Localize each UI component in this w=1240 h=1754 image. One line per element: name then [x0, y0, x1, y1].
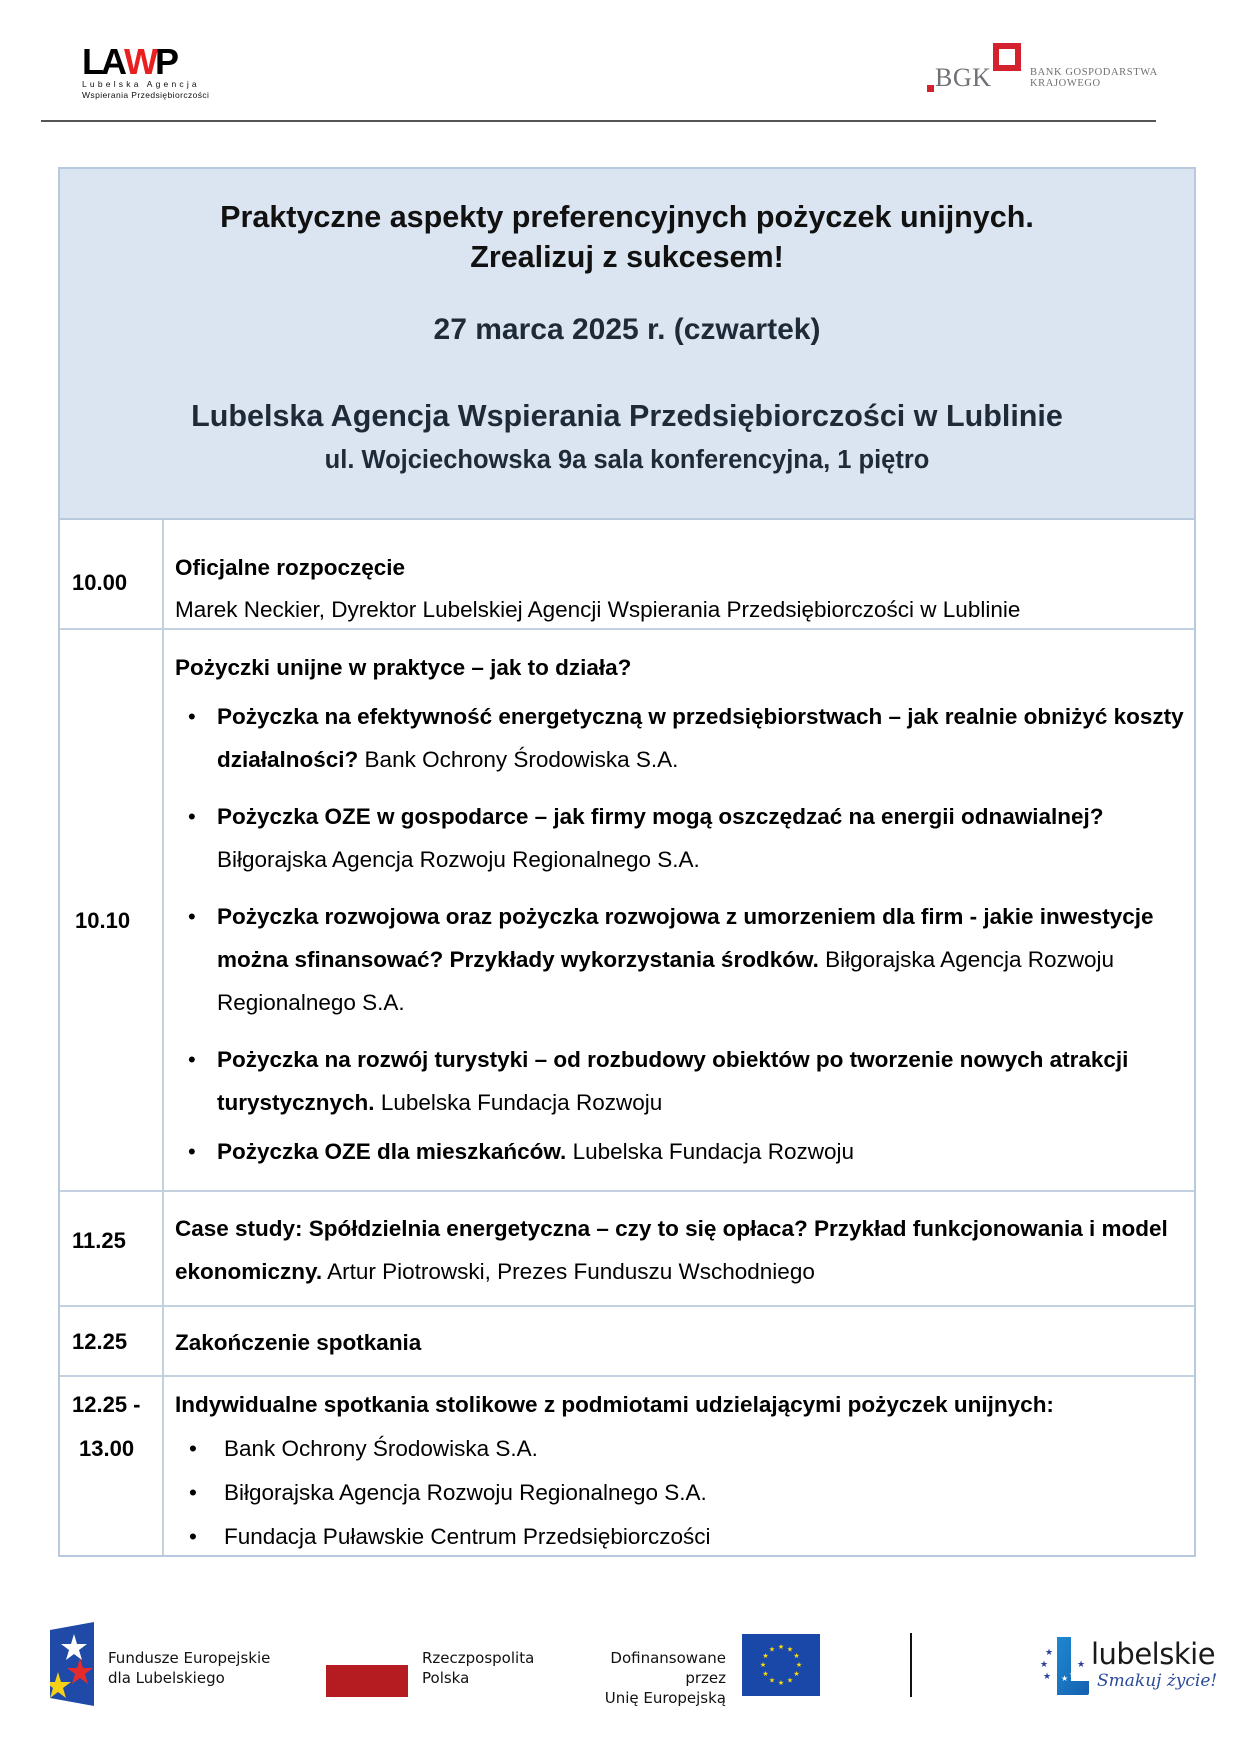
- event-venue: Lubelska Agencja Wspierania Przedsiębiorczości w Lublinie: [191, 399, 1063, 433]
- svg-text:★: ★: [1045, 1648, 1054, 1658]
- svg-text:★: ★: [795, 1661, 803, 1669]
- lubelskie-l-icon: [1039, 1633, 1091, 1699]
- footer-logos: [32, 1600, 1218, 1730]
- bgk-logo: [925, 43, 1165, 97]
- agenda-content: [164, 520, 1194, 628]
- footer-divider: [910, 1633, 912, 1697]
- bgk-square-icon: [993, 43, 1021, 71]
- agenda-item-title: Zakończenie spotkania: [175, 1330, 422, 1355]
- agenda-item-title: Pożyczki unijne w praktyce – jak to działa?: [175, 655, 632, 680]
- svg-text:★: ★: [768, 1676, 776, 1685]
- event-title-line1: Praktyczne aspekty preferencyjnych pożyczek unijnych.: [220, 200, 1034, 234]
- event-address: ul. Wojciechowska 9a sala konferencyjna, 1 piętro: [324, 446, 930, 474]
- svg-text:★: ★: [1069, 1670, 1077, 1679]
- event-date: 27 marca 2025 r. (czwartek): [433, 313, 821, 346]
- lawp-logo-line1: Lubelska Agencja: [82, 79, 200, 89]
- lubelskie-wordmark: lubelskie: [1091, 1637, 1216, 1671]
- agenda-time: 11.25: [60, 1192, 164, 1305]
- svg-text:★: ★: [793, 1670, 800, 1678]
- svg-text:★: ★: [759, 1661, 767, 1669]
- agenda-row: [60, 1307, 1194, 1377]
- lender-item: • Bank Ochrony Środowiska S.A.: [175, 1427, 1184, 1471]
- svg-text:★: ★: [1043, 1672, 1052, 1682]
- agenda-item-title: Indywidualne spotkania stolikowe z podmiotami udzielającymi pożyczek unijnych:: [175, 1392, 1054, 1417]
- svg-text:★: ★: [793, 1652, 800, 1660]
- topic-item: • Pożyczka na rozwój turystyki – od rozbudowy obiektów po tworzenie nowych atrakcji turystycznych. Lubelska Fundacja Rozwoju: [175, 1038, 1184, 1124]
- header-divider: [41, 120, 1156, 122]
- topic-list: [175, 695, 1184, 1173]
- agenda-content: [164, 630, 1194, 1190]
- agenda-time-end: 13.00: [79, 1436, 135, 1461]
- agenda-row: [60, 520, 1194, 630]
- agenda-row: [60, 1192, 1194, 1307]
- svg-text:★: ★: [1077, 1660, 1086, 1670]
- svg-text:★: ★: [777, 1643, 785, 1651]
- bgk-dot-icon: [927, 85, 934, 92]
- svg-text:★: ★: [1040, 1660, 1049, 1670]
- fundusze-europejskie-text: Fundusze Europejskie dla Lubelskiego: [108, 1649, 271, 1687]
- fundusze-europejskie-icon: [50, 1622, 94, 1706]
- event-title-line2: Zrealizuj z sukcesem!: [470, 240, 784, 274]
- lubelskie-slogan: Smakuj życie!: [1097, 1671, 1218, 1691]
- agenda-time: [60, 1377, 164, 1555]
- svg-text:★: ★: [768, 1645, 776, 1654]
- svg-text:★: ★: [1061, 1674, 1069, 1683]
- agenda-table: [58, 167, 1196, 1557]
- polish-flag-icon: [326, 1665, 408, 1697]
- bgk-name: BANK GOSPODARSTWA KRAJOWEGO: [1030, 67, 1158, 89]
- agenda-item-title: Case study: Spółdzielnia energetyczna – czy to się opłaca? Przykład funkcjonowania i model ekonomiczny.: [175, 1216, 1168, 1284]
- agenda-row: [60, 630, 1194, 1192]
- svg-text:★: ★: [762, 1652, 769, 1660]
- svg-text:★: ★: [762, 1670, 769, 1678]
- topic-item: • Pożyczka OZE w gospodarce – jak firmy mogą oszczędzać na energii odnawialnej? Biłgorajska Agencja Rozwoju Regionalnego S.A.: [175, 795, 1184, 881]
- agenda-content: [164, 1192, 1194, 1305]
- svg-text:★: ★: [786, 1676, 794, 1685]
- agenda-speaker: Marek Neckier, Dyrektor Lubelskiej Agencji Wspierania Przedsiębiorczości w Lublinie: [175, 597, 1021, 622]
- lubelskie-logo: [1039, 1633, 1219, 1699]
- agenda-item-title: Oficjalne rozpoczęcie: [175, 555, 406, 580]
- topic-item: • Pożyczka na efektywność energetyczną w przedsiębiorstwach – jak realnie obniżyć koszty działalności? Bank Ochrony Środowiska S.A.: [175, 695, 1184, 781]
- lender-list: [175, 1427, 1184, 1559]
- agenda-content: [164, 1377, 1194, 1555]
- agenda-content: [164, 1307, 1194, 1375]
- agenda-time: 12.25: [60, 1307, 164, 1375]
- topic-item: • Pożyczka OZE dla mieszkańców. Lubelska Fundacja Rozwoju: [175, 1130, 1184, 1173]
- agenda-time: 10.10: [60, 630, 164, 1190]
- bgk-abbr: BGK: [935, 63, 992, 92]
- lender-item: • Biłgorajska Agencja Rozwoju Regionalnego S.A.: [175, 1471, 1184, 1515]
- agenda-time-start: 12.25 -: [72, 1392, 141, 1417]
- svg-text:★: ★: [786, 1645, 794, 1654]
- agenda-speaker: Artur Piotrowski, Prezes Funduszu Wschodniego: [322, 1259, 815, 1284]
- lender-item: • Fundacja Puławskie Centrum Przedsiębiorczości: [175, 1515, 1184, 1559]
- agenda-row: [60, 1377, 1194, 1555]
- rzeczpospolita-polska-text: Rzeczpospolita Polska: [422, 1649, 535, 1687]
- lawp-logo-mark: L A W P: [82, 41, 176, 82]
- event-header: [60, 169, 1194, 520]
- eu-flag-icon: [742, 1634, 820, 1696]
- eu-cofinanced-text: Dofinansowane przez Unię Europejską: [604, 1649, 726, 1707]
- agenda-time: 10.00: [60, 520, 164, 628]
- lawp-logo: [82, 41, 210, 102]
- topic-item: • Pożyczka rozwojowa oraz pożyczka rozwojowa z umorzeniem dla firm - jakie inwestycje można sfinansować? Przykłady wykorzystania środków. Biłgorajska Agencja Rozwoju Regionalnego S.A.: [175, 895, 1184, 1024]
- svg-text:★: ★: [777, 1679, 785, 1687]
- lawp-logo-line2: Wspierania Przedsiębiorczości: [82, 90, 210, 100]
